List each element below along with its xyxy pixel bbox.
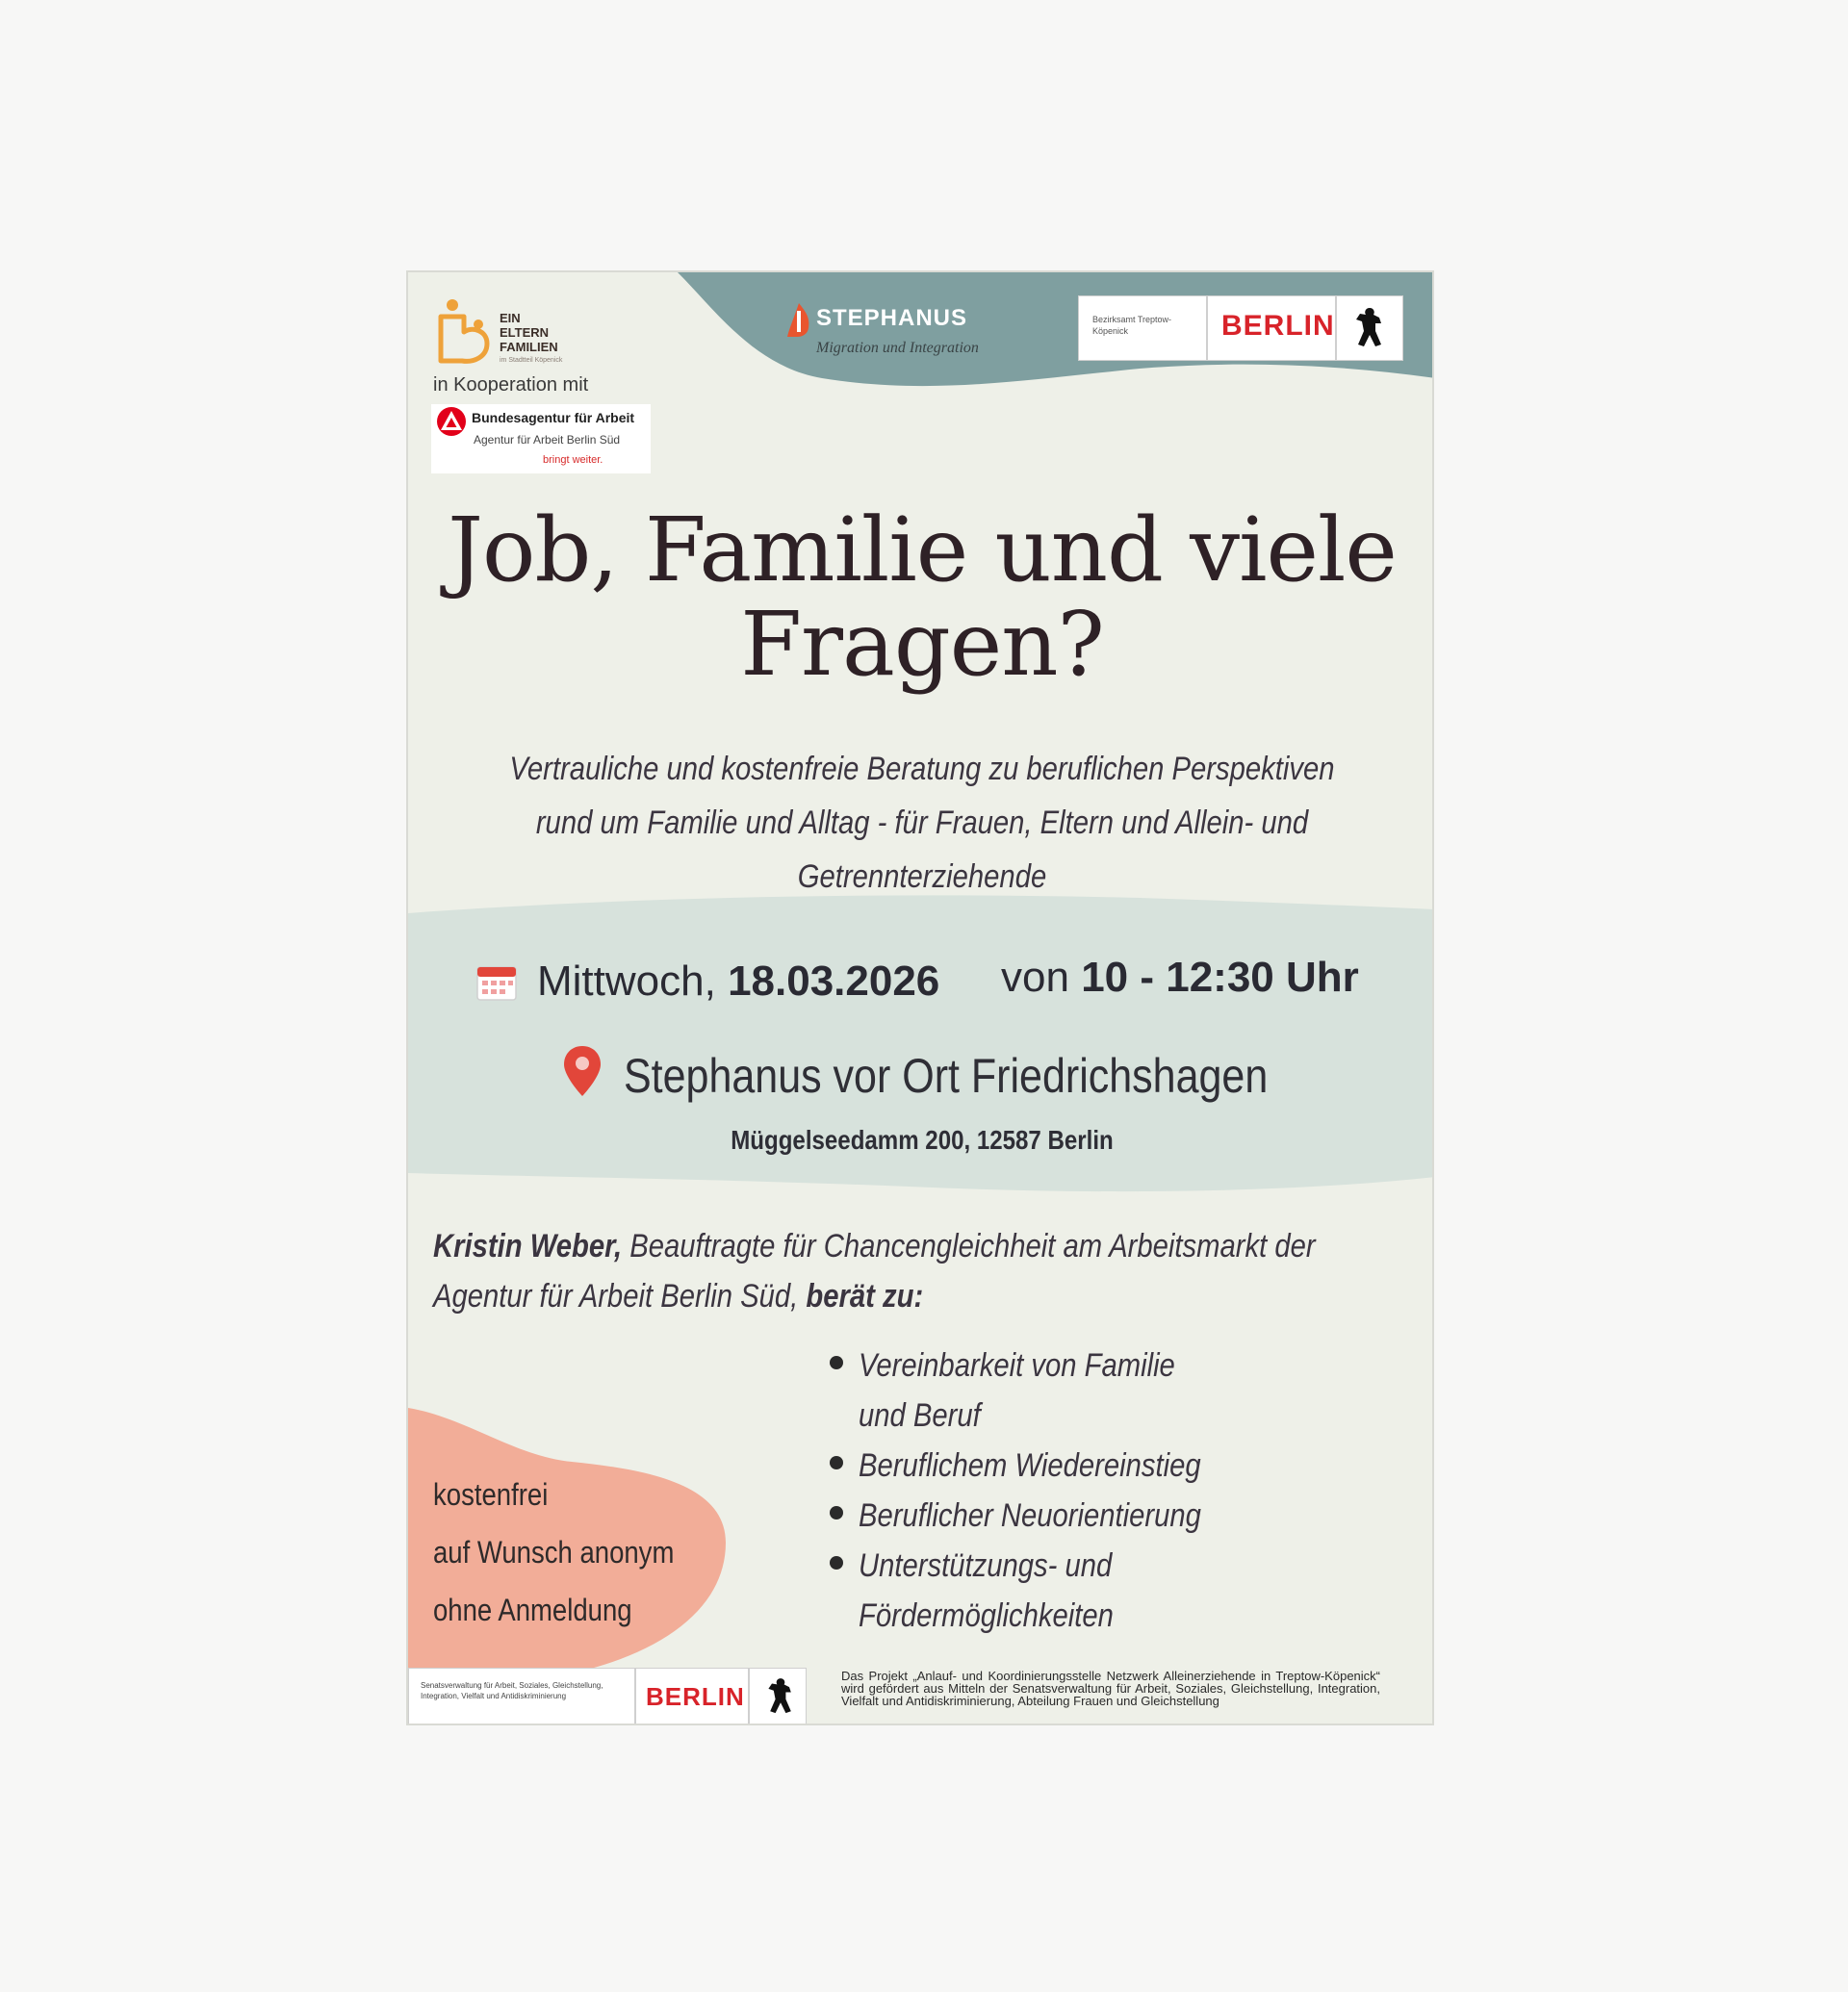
eaf-line-3: FAMILIEN <box>500 340 558 354</box>
eaf-line-1: EIN <box>500 311 521 325</box>
topic-text: Beruflicher Neuorientierung <box>859 1497 1201 1534</box>
event-flyer <box>406 270 1434 1725</box>
advisor-name: Kristin Weber, <box>433 1228 623 1264</box>
bullet-icon <box>830 1506 843 1520</box>
eaf-family-icon <box>435 297 499 367</box>
berlin-bear-icon <box>1350 306 1389 350</box>
feature-anonymous: auf Wunsch anonym <box>433 1535 675 1570</box>
berlin-bear-icon <box>763 1676 798 1717</box>
topic-text: Vereinbarkeit von Familie und Beruf <box>859 1347 1175 1434</box>
bullet-icon <box>830 1356 843 1369</box>
topic-text: Beruflichem Wiedereinstieg <box>859 1447 1201 1484</box>
ba-slogan: bringt weiter. <box>543 454 603 466</box>
topic-text: Unterstützungs- und Fördermöglichkeiten <box>859 1547 1114 1634</box>
event-time <box>1001 954 1359 1002</box>
event-venue: Stephanus vor Ort Friedrichshagen <box>624 1049 1269 1103</box>
list-item <box>859 1491 1359 1541</box>
bezirksamt-text: Bezirksamt Treptow-Köpenick <box>1092 315 1172 336</box>
ba-logo-icon <box>435 406 468 437</box>
feature-free: kostenfrei <box>433 1477 549 1512</box>
event-time-value: 10 - 12:30 Uhr <box>1081 954 1359 1001</box>
calendar-icon <box>475 963 518 1002</box>
eaf-logo-small: im Stadtteil Köpenick <box>500 357 563 364</box>
eaf-logo-text <box>500 311 558 354</box>
bezirksamt-logo <box>1078 295 1403 361</box>
advisor-role: Beauftragte für Chancengleichheit am Arbeitsmarkt der Agentur für Arbeit Berlin Süd, <box>433 1228 1316 1315</box>
location-pin-icon <box>562 1044 603 1098</box>
event-weekday: Mittwoch, <box>537 958 716 1005</box>
event-date <box>537 958 939 1006</box>
event-time-prefix: von <box>1001 954 1069 1001</box>
bullet-icon <box>830 1456 843 1469</box>
advisor-text <box>433 1221 1376 1321</box>
senatsverwaltung-text: Senatsverwaltung für Arbeit, Soziales, Gleichstellung, Integration, Vielfalt und Antidiskriminierung <box>421 1681 603 1700</box>
topics-list <box>859 1341 1359 1641</box>
list-item <box>859 1441 1359 1491</box>
ba-subtitle: Agentur für Arbeit Berlin Süd <box>474 433 621 447</box>
bullet-icon <box>830 1556 843 1570</box>
senatsverwaltung-logo <box>408 1668 807 1725</box>
ba-name: Bundesagentur für Arbeit <box>472 410 635 425</box>
features-list <box>433 1466 674 1639</box>
feature-no-registration: ohne Anmeldung <box>433 1593 632 1627</box>
ba-logo <box>431 404 651 473</box>
stephanus-flame-icon <box>785 301 814 338</box>
event-date-value: 18.03.2026 <box>728 958 940 1005</box>
event-address: Müggelseedamm 200, 12587 Berlin <box>731 1125 1114 1155</box>
list-item <box>859 1341 1359 1441</box>
stephanus-subtitle: Migration und Integration <box>816 340 979 356</box>
footer-berlin-wordmark: BERLIN <box>646 1682 745 1711</box>
stephanus-name: STEPHANUS <box>816 305 968 331</box>
cooperation-label: in Kooperation mit <box>433 374 589 396</box>
bezirksamt-berlin-wordmark: BERLIN <box>1221 310 1335 342</box>
advisor-suffix: berät zu: <box>806 1278 924 1315</box>
flyer-subtitle: Vertrauliche und kostenfreie Beratung zu beruflichen Perspektiven rund um Familie und Alltag - für Frauen, Eltern und Allein- und Getrennterziehende <box>509 751 1335 895</box>
flyer-title: Job, Familie und viele Fragen? <box>448 498 1397 696</box>
funding-note: Das Projekt „Anlauf- und Koordinierungsstelle Netzwerk Alleinerziehende in Treptow-Köpenick“ wird gefördert aus Mitteln der Senatsverwaltung für Arbeit, Soziales, Gleichstellung, Integration, Vielfalt und Antidiskriminierung, Abteilung Frauen und Gleichstellung <box>841 1669 1380 1708</box>
eaf-line-2: ELTERN <box>500 325 550 340</box>
list-item <box>859 1541 1359 1641</box>
